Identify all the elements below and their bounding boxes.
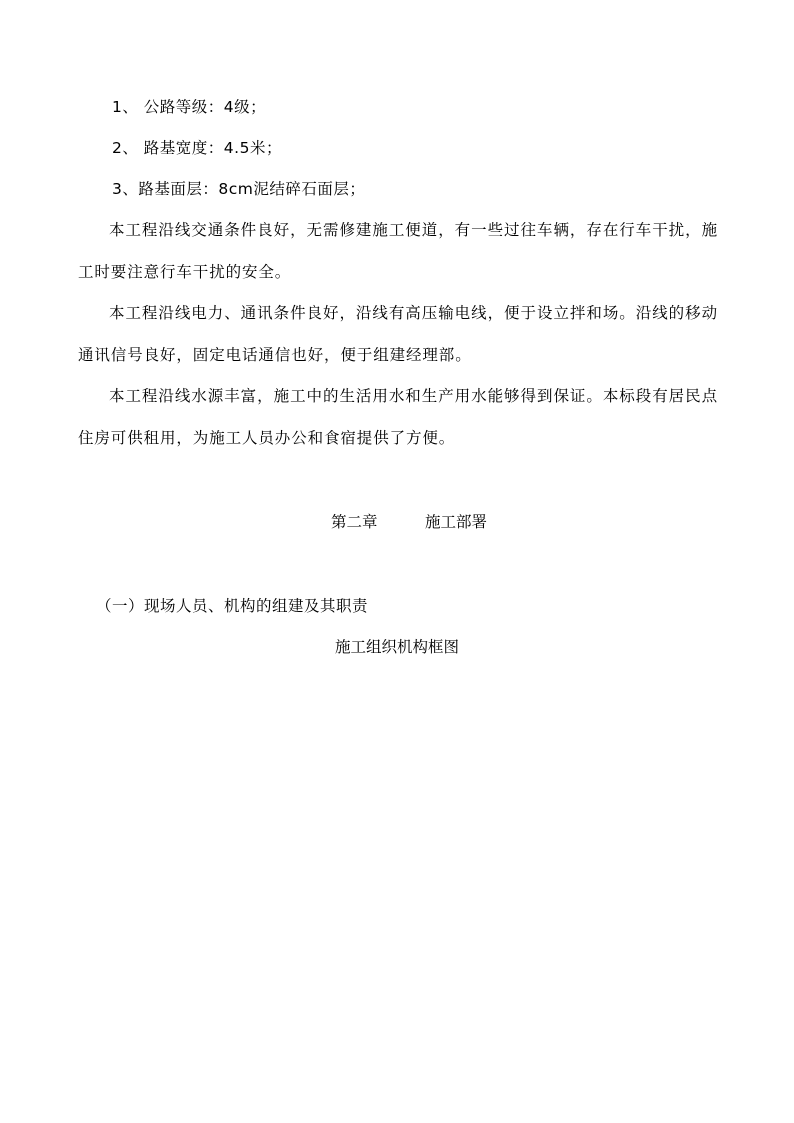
paragraph-power-communication: 本工程沿线电力、通讯条件良好，沿线有高压输电线，便于设立拌和场。沿线的移动通讯信号良好，固定电话通信也好，便于组建经理部。 <box>78 304 718 364</box>
chapter-title: 施工部署 <box>425 513 488 531</box>
paragraph-water-housing: 本工程沿线水源丰富，施工中的生活用水和生产用水能够得到保证。本标段有居民点住房可供租用，为施工人员办公和食宿提供了方便。 <box>78 387 718 447</box>
section-heading: （一）现场人员、机构的组建及其职责 <box>96 597 369 615</box>
list-item-roadbed-surface: 3、路基面层：8cm泥结碎石面层； <box>112 180 366 198</box>
list-item-road-grade: 1、 公路等级：4级； <box>112 98 267 116</box>
figure-title: 施工组织机构框图 <box>334 638 459 656</box>
list-item-roadbed-width: 2、 路基宽度：4.5米； <box>112 139 282 157</box>
chapter-number: 第二章 <box>331 513 378 531</box>
paragraph-traffic: 本工程沿线交通条件良好，无需修建施工便道，有一些过往车辆，存在行车干扰，施工时要注意行车干扰的安全。 <box>78 221 718 281</box>
